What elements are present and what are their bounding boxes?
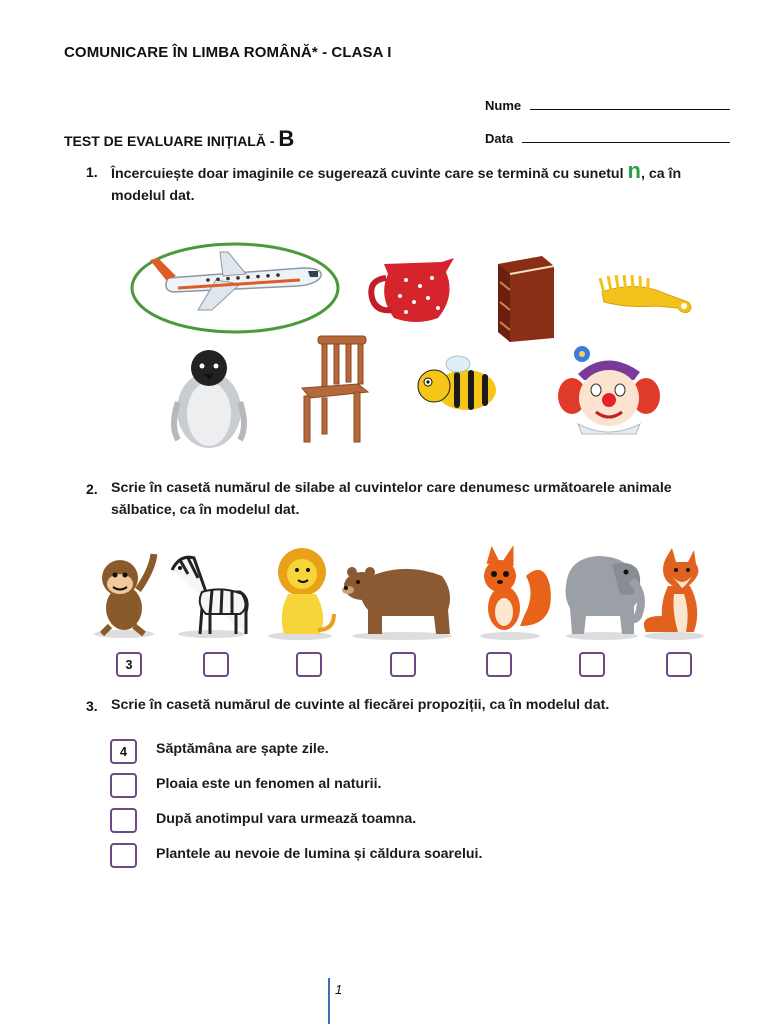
bear-icon[interactable]: [342, 556, 458, 640]
q2-number: 2.: [86, 481, 98, 497]
lion-icon[interactable]: [258, 544, 340, 642]
footer-divider: [328, 978, 330, 1024]
bee-icon[interactable]: [408, 354, 504, 416]
q3-sentence-4: Plantele au nevoie de lumina și căldura soarelui.: [156, 846, 483, 862]
test-variant: B: [278, 126, 295, 151]
q2-text: [111, 477, 711, 521]
q3-sentence-2: Ploaia este un fenomen al naturii.: [156, 776, 382, 792]
q2-answer-box-bear[interactable]: [390, 652, 416, 677]
q1-number: 1.: [86, 164, 98, 180]
q3-sentence-1: Săptămâna are șapte zile.: [156, 741, 329, 757]
name-field[interactable]: [485, 97, 730, 115]
page-number: 1: [335, 982, 343, 997]
q2-text-line1: Scrie în casetă numărul de silabe al cuvintelor care denumesc următoarele animale: [111, 480, 672, 496]
test-title: [64, 126, 294, 152]
penguin-icon[interactable]: [168, 346, 250, 450]
elephant-icon[interactable]: [556, 546, 650, 640]
fox-icon[interactable]: [638, 546, 714, 642]
name-line[interactable]: [530, 97, 730, 110]
airplane-icon[interactable]: [128, 240, 342, 336]
jug-icon[interactable]: [366, 256, 460, 326]
zebra-icon[interactable]: [166, 548, 254, 640]
q1-text-after: , ca în: [640, 166, 682, 182]
date-field[interactable]: [485, 130, 730, 148]
q1-text-before: Încercuiește doar imaginile ce sugerează cuvinte care se termină cu sunetul: [111, 166, 624, 182]
q3-answer-box-4[interactable]: [110, 843, 137, 868]
q2-answer-box-squirrel[interactable]: [486, 652, 512, 677]
q3-text: Scrie în casetă numărul de cuvinte al fiecărei propoziții, ca în modelul dat.: [111, 697, 610, 713]
date-label: Data: [485, 131, 514, 146]
chair-icon[interactable]: [296, 332, 374, 446]
q1-sound: n: [627, 158, 641, 183]
q2-answer-box-zebra[interactable]: [203, 652, 229, 677]
q3-sentence-3: După anotimpul vara urmează toamna.: [156, 811, 417, 827]
q3-number: 3.: [86, 698, 98, 714]
date-line[interactable]: [522, 130, 730, 143]
q1-text: [111, 160, 711, 207]
subject-title: COMUNICARE ÎN LIMBA ROMÂNĂ* - CLASA I: [64, 44, 392, 61]
clown-icon[interactable]: [556, 344, 662, 436]
q1-text-line2: modelul dat.: [111, 188, 195, 204]
q3-answer-box-1[interactable]: 4: [110, 739, 137, 764]
book-icon[interactable]: [490, 252, 560, 344]
q2-text-line2: sălbatice, ca în modelul dat.: [111, 502, 300, 518]
q2-answer-box-monkey[interactable]: 3: [116, 652, 142, 677]
q2-answer-box-elephant[interactable]: [579, 652, 605, 677]
monkey-icon[interactable]: [88, 550, 164, 640]
comb-icon[interactable]: [596, 272, 696, 316]
q3-answer-box-3[interactable]: [110, 808, 137, 833]
name-label: Nume: [485, 98, 522, 113]
test-title-text: TEST DE EVALUARE INIȚIALĂ -: [64, 133, 275, 149]
q2-answer-box-lion[interactable]: [296, 652, 322, 677]
q3-answer-box-2[interactable]: [110, 773, 137, 798]
q2-answer-box-fox[interactable]: [666, 652, 692, 677]
squirrel-icon[interactable]: [470, 546, 554, 642]
